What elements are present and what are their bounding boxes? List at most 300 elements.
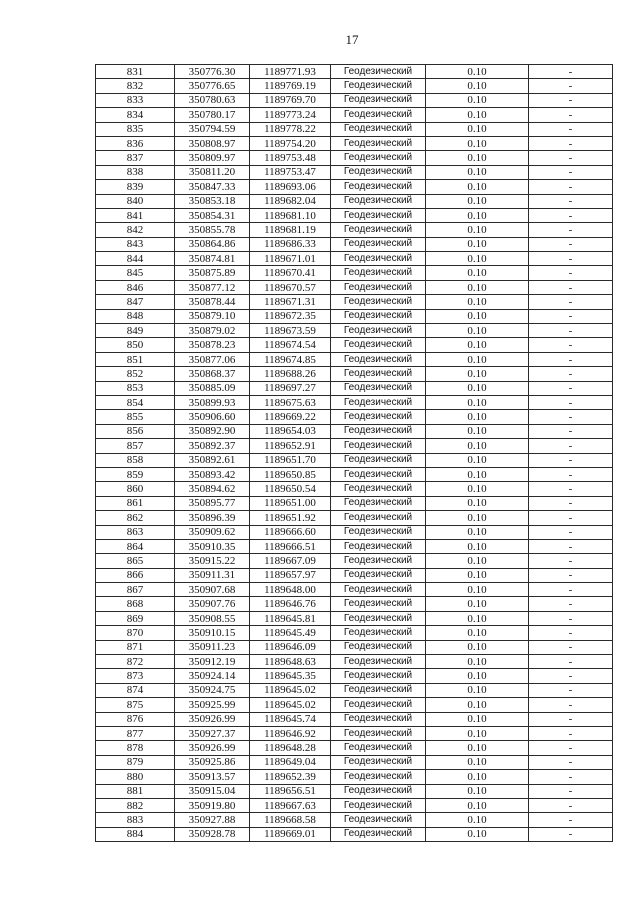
table-row <box>96 439 613 453</box>
note: - <box>529 683 613 697</box>
method: Геодезический <box>331 395 426 409</box>
coord-y: 1189646.92 <box>250 726 331 740</box>
coord-x: 350910.35 <box>175 539 250 553</box>
coord-y: 1189648.28 <box>250 741 331 755</box>
method: Геодезический <box>331 698 426 712</box>
note: - <box>529 122 613 136</box>
coord-y: 1189668.58 <box>250 813 331 827</box>
table-row <box>96 698 613 712</box>
accuracy: 0.10 <box>426 381 529 395</box>
point-number: 884 <box>96 827 175 841</box>
coord-y: 1189753.48 <box>250 151 331 165</box>
note: - <box>529 626 613 640</box>
point-number: 844 <box>96 252 175 266</box>
table-row <box>96 266 613 280</box>
coord-x: 350925.86 <box>175 755 250 769</box>
method: Геодезический <box>331 683 426 697</box>
note: - <box>529 266 613 280</box>
note: - <box>529 698 613 712</box>
coord-y: 1189671.01 <box>250 252 331 266</box>
point-number: 881 <box>96 784 175 798</box>
coord-y: 1189645.02 <box>250 683 331 697</box>
coord-x: 350794.59 <box>175 122 250 136</box>
coord-x: 350854.31 <box>175 208 250 222</box>
table-row <box>96 108 613 122</box>
method: Геодезический <box>331 784 426 798</box>
coord-y: 1189666.51 <box>250 539 331 553</box>
table-row <box>96 194 613 208</box>
coord-x: 350927.37 <box>175 726 250 740</box>
accuracy: 0.10 <box>426 410 529 424</box>
method: Геодезический <box>331 798 426 812</box>
point-number: 848 <box>96 309 175 323</box>
method: Геодезический <box>331 554 426 568</box>
note: - <box>529 79 613 93</box>
note: - <box>529 813 613 827</box>
table-row <box>96 352 613 366</box>
table-row <box>96 180 613 194</box>
accuracy: 0.10 <box>426 194 529 208</box>
coord-y: 1189666.60 <box>250 525 331 539</box>
table-row <box>96 79 613 93</box>
table-row <box>96 338 613 352</box>
point-number: 854 <box>96 395 175 409</box>
accuracy: 0.10 <box>426 669 529 683</box>
accuracy: 0.10 <box>426 726 529 740</box>
accuracy: 0.10 <box>426 626 529 640</box>
point-number: 840 <box>96 194 175 208</box>
method: Геодезический <box>331 511 426 525</box>
note: - <box>529 424 613 438</box>
accuracy: 0.10 <box>426 770 529 784</box>
method: Геодезический <box>331 381 426 395</box>
coord-y: 1189669.01 <box>250 827 331 841</box>
accuracy: 0.10 <box>426 223 529 237</box>
point-number: 849 <box>96 324 175 338</box>
coord-y: 1189672.35 <box>250 309 331 323</box>
point-number: 880 <box>96 770 175 784</box>
point-number: 836 <box>96 136 175 150</box>
note: - <box>529 237 613 251</box>
coord-x: 350855.78 <box>175 223 250 237</box>
accuracy: 0.10 <box>426 295 529 309</box>
coord-x: 350913.57 <box>175 770 250 784</box>
accuracy: 0.10 <box>426 784 529 798</box>
method: Геодезический <box>331 827 426 841</box>
point-number: 856 <box>96 424 175 438</box>
accuracy: 0.10 <box>426 798 529 812</box>
coord-y: 1189645.35 <box>250 669 331 683</box>
accuracy: 0.10 <box>426 352 529 366</box>
accuracy: 0.10 <box>426 496 529 510</box>
table-row <box>96 640 613 654</box>
coord-x: 350899.93 <box>175 395 250 409</box>
accuracy: 0.10 <box>426 655 529 669</box>
table-row <box>96 395 613 409</box>
table-row <box>96 453 613 467</box>
note: - <box>529 525 613 539</box>
table-row <box>96 65 613 79</box>
accuracy: 0.10 <box>426 482 529 496</box>
method: Геодезический <box>331 453 426 467</box>
table-row <box>96 381 613 395</box>
note: - <box>529 194 613 208</box>
point-number: 834 <box>96 108 175 122</box>
point-number: 868 <box>96 597 175 611</box>
accuracy: 0.10 <box>426 266 529 280</box>
point-number: 871 <box>96 640 175 654</box>
coord-x: 350875.89 <box>175 266 250 280</box>
note: - <box>529 180 613 194</box>
method: Геодезический <box>331 525 426 539</box>
coord-x: 350879.10 <box>175 309 250 323</box>
method: Геодезический <box>331 741 426 755</box>
coord-x: 350776.65 <box>175 79 250 93</box>
method: Геодезический <box>331 352 426 366</box>
point-number: 846 <box>96 280 175 294</box>
table-row <box>96 597 613 611</box>
coord-y: 1189769.19 <box>250 79 331 93</box>
point-number: 883 <box>96 813 175 827</box>
note: - <box>529 640 613 654</box>
table-row <box>96 813 613 827</box>
table-row <box>96 511 613 525</box>
table-row <box>96 568 613 582</box>
coord-y: 1189651.92 <box>250 511 331 525</box>
coord-x: 350909.62 <box>175 525 250 539</box>
coord-y: 1189688.26 <box>250 367 331 381</box>
method: Геодезический <box>331 367 426 381</box>
method: Геодезический <box>331 597 426 611</box>
coord-x: 350893.42 <box>175 467 250 481</box>
note: - <box>529 482 613 496</box>
point-number: 853 <box>96 381 175 395</box>
coord-x: 350911.23 <box>175 640 250 654</box>
point-number: 845 <box>96 266 175 280</box>
point-number: 876 <box>96 712 175 726</box>
point-number: 872 <box>96 655 175 669</box>
coord-y: 1189646.09 <box>250 640 331 654</box>
coord-y: 1189667.63 <box>250 798 331 812</box>
accuracy: 0.10 <box>426 108 529 122</box>
note: - <box>529 395 613 409</box>
coord-x: 350847.33 <box>175 180 250 194</box>
note: - <box>529 352 613 366</box>
table-row <box>96 165 613 179</box>
point-number: 842 <box>96 223 175 237</box>
accuracy: 0.10 <box>426 165 529 179</box>
point-number: 835 <box>96 122 175 136</box>
accuracy: 0.10 <box>426 583 529 597</box>
coord-y: 1189697.27 <box>250 381 331 395</box>
coord-x: 350874.81 <box>175 252 250 266</box>
coord-y: 1189674.54 <box>250 338 331 352</box>
point-number: 858 <box>96 453 175 467</box>
note: - <box>529 367 613 381</box>
coord-y: 1189646.76 <box>250 597 331 611</box>
table-row <box>96 741 613 755</box>
coord-x: 350808.97 <box>175 136 250 150</box>
accuracy: 0.10 <box>426 65 529 79</box>
coord-y: 1189675.63 <box>250 395 331 409</box>
method: Геодезический <box>331 151 426 165</box>
coord-y: 1189645.49 <box>250 626 331 640</box>
accuracy: 0.10 <box>426 79 529 93</box>
coord-x: 350919.80 <box>175 798 250 812</box>
coord-y: 1189671.31 <box>250 295 331 309</box>
point-number: 864 <box>96 539 175 553</box>
coord-x: 350928.78 <box>175 827 250 841</box>
accuracy: 0.10 <box>426 755 529 769</box>
note: - <box>529 136 613 150</box>
coord-y: 1189657.97 <box>250 568 331 582</box>
table-row <box>96 583 613 597</box>
method: Геодезический <box>331 496 426 510</box>
coord-x: 350911.31 <box>175 568 250 582</box>
note: - <box>529 108 613 122</box>
method: Геодезический <box>331 266 426 280</box>
coord-y: 1189771.93 <box>250 65 331 79</box>
note: - <box>529 280 613 294</box>
method: Геодезический <box>331 338 426 352</box>
coord-y: 1189670.57 <box>250 280 331 294</box>
table-row <box>96 237 613 251</box>
coord-x: 350877.06 <box>175 352 250 366</box>
method: Геодезический <box>331 108 426 122</box>
accuracy: 0.10 <box>426 640 529 654</box>
note: - <box>529 784 613 798</box>
coord-y: 1189651.00 <box>250 496 331 510</box>
note: - <box>529 539 613 553</box>
point-number: 860 <box>96 482 175 496</box>
coord-y: 1189656.51 <box>250 784 331 798</box>
method: Геодезический <box>331 669 426 683</box>
table-row <box>96 122 613 136</box>
coord-x: 350924.75 <box>175 683 250 697</box>
coord-x: 350896.39 <box>175 511 250 525</box>
point-number: 869 <box>96 611 175 625</box>
accuracy: 0.10 <box>426 525 529 539</box>
coord-y: 1189648.63 <box>250 655 331 669</box>
note: - <box>529 741 613 755</box>
method: Геодезический <box>331 467 426 481</box>
note: - <box>529 338 613 352</box>
coord-y: 1189681.10 <box>250 208 331 222</box>
note: - <box>529 496 613 510</box>
table-row <box>96 482 613 496</box>
method: Геодезический <box>331 136 426 150</box>
table-row <box>96 611 613 625</box>
coord-y: 1189654.03 <box>250 424 331 438</box>
point-number: 867 <box>96 583 175 597</box>
table-row <box>96 755 613 769</box>
accuracy: 0.10 <box>426 813 529 827</box>
note: - <box>529 798 613 812</box>
table-row <box>96 151 613 165</box>
note: - <box>529 583 613 597</box>
point-number: 839 <box>96 180 175 194</box>
note: - <box>529 439 613 453</box>
note: - <box>529 511 613 525</box>
coord-y: 1189674.85 <box>250 352 331 366</box>
accuracy: 0.10 <box>426 424 529 438</box>
table-row <box>96 324 613 338</box>
method: Геодезический <box>331 194 426 208</box>
coord-x: 350894.62 <box>175 482 250 496</box>
coord-x: 350907.68 <box>175 583 250 597</box>
table-row <box>96 539 613 553</box>
accuracy: 0.10 <box>426 280 529 294</box>
coord-x: 350924.14 <box>175 669 250 683</box>
coord-y: 1189652.91 <box>250 439 331 453</box>
table-row <box>96 683 613 697</box>
coord-x: 350811.20 <box>175 165 250 179</box>
coord-x: 350915.04 <box>175 784 250 798</box>
coord-x: 350927.88 <box>175 813 250 827</box>
coord-x: 350864.86 <box>175 237 250 251</box>
accuracy: 0.10 <box>426 252 529 266</box>
coord-x: 350925.99 <box>175 698 250 712</box>
coord-x: 350908.55 <box>175 611 250 625</box>
coord-y: 1189645.74 <box>250 712 331 726</box>
coord-x: 350809.97 <box>175 151 250 165</box>
note: - <box>529 827 613 841</box>
point-number: 852 <box>96 367 175 381</box>
point-number: 851 <box>96 352 175 366</box>
coord-y: 1189673.59 <box>250 324 331 338</box>
coord-y: 1189645.81 <box>250 611 331 625</box>
method: Геодезический <box>331 93 426 107</box>
table-row <box>96 309 613 323</box>
accuracy: 0.10 <box>426 122 529 136</box>
method: Геодезический <box>331 482 426 496</box>
table-row <box>96 798 613 812</box>
point-number: 838 <box>96 165 175 179</box>
table-row <box>96 208 613 222</box>
method: Геодезический <box>331 755 426 769</box>
accuracy: 0.10 <box>426 151 529 165</box>
note: - <box>529 223 613 237</box>
point-number: 877 <box>96 726 175 740</box>
coord-x: 350910.15 <box>175 626 250 640</box>
coord-x: 350879.02 <box>175 324 250 338</box>
table-row <box>96 827 613 841</box>
coord-y: 1189686.33 <box>250 237 331 251</box>
coord-y: 1189754.20 <box>250 136 331 150</box>
table-row <box>96 626 613 640</box>
coord-y: 1189670.41 <box>250 266 331 280</box>
point-number: 882 <box>96 798 175 812</box>
method: Геодезический <box>331 640 426 654</box>
coord-x: 350780.63 <box>175 93 250 107</box>
coord-y: 1189753.47 <box>250 165 331 179</box>
coord-x: 350892.61 <box>175 453 250 467</box>
point-number: 865 <box>96 554 175 568</box>
method: Геодезический <box>331 813 426 827</box>
table-row <box>96 424 613 438</box>
coord-y: 1189681.19 <box>250 223 331 237</box>
method: Геодезический <box>331 539 426 553</box>
method: Геодезический <box>331 611 426 625</box>
point-number: 874 <box>96 683 175 697</box>
note: - <box>529 755 613 769</box>
coord-y: 1189650.85 <box>250 467 331 481</box>
coord-x: 350907.76 <box>175 597 250 611</box>
method: Геодезический <box>331 770 426 784</box>
coord-x: 350878.23 <box>175 338 250 352</box>
point-number: 833 <box>96 93 175 107</box>
table-row <box>96 367 613 381</box>
table-row <box>96 252 613 266</box>
coord-y: 1189778.22 <box>250 122 331 136</box>
note: - <box>529 324 613 338</box>
method: Геодезический <box>331 223 426 237</box>
accuracy: 0.10 <box>426 93 529 107</box>
point-number: 831 <box>96 65 175 79</box>
method: Геодезический <box>331 439 426 453</box>
accuracy: 0.10 <box>426 338 529 352</box>
coord-y: 1189648.00 <box>250 583 331 597</box>
note: - <box>529 410 613 424</box>
table-row <box>96 712 613 726</box>
note: - <box>529 726 613 740</box>
accuracy: 0.10 <box>426 827 529 841</box>
table-row <box>96 496 613 510</box>
method: Геодезический <box>331 280 426 294</box>
table-row <box>96 93 613 107</box>
accuracy: 0.10 <box>426 611 529 625</box>
table-row <box>96 410 613 424</box>
method: Геодезический <box>331 79 426 93</box>
coord-x: 350912.19 <box>175 655 250 669</box>
point-number: 870 <box>96 626 175 640</box>
note: - <box>529 669 613 683</box>
method: Геодезический <box>331 65 426 79</box>
point-number: 857 <box>96 439 175 453</box>
point-number: 832 <box>96 79 175 93</box>
coord-y: 1189693.06 <box>250 180 331 194</box>
point-number: 843 <box>96 237 175 251</box>
point-number: 859 <box>96 467 175 481</box>
method: Геодезический <box>331 324 426 338</box>
method: Геодезический <box>331 295 426 309</box>
table-row <box>96 784 613 798</box>
note: - <box>529 453 613 467</box>
accuracy: 0.10 <box>426 741 529 755</box>
coord-y: 1189773.24 <box>250 108 331 122</box>
accuracy: 0.10 <box>426 439 529 453</box>
note: - <box>529 165 613 179</box>
accuracy: 0.10 <box>426 208 529 222</box>
coord-y: 1189769.70 <box>250 93 331 107</box>
method: Геодезический <box>331 237 426 251</box>
accuracy: 0.10 <box>426 511 529 525</box>
coord-x: 350926.99 <box>175 741 250 755</box>
method: Геодезический <box>331 568 426 582</box>
accuracy: 0.10 <box>426 237 529 251</box>
method: Геодезический <box>331 208 426 222</box>
coord-x: 350926.99 <box>175 712 250 726</box>
method: Геодезический <box>331 424 426 438</box>
method: Геодезический <box>331 583 426 597</box>
method: Геодезический <box>331 410 426 424</box>
coord-y: 1189652.39 <box>250 770 331 784</box>
note: - <box>529 65 613 79</box>
accuracy: 0.10 <box>426 395 529 409</box>
point-number: 873 <box>96 669 175 683</box>
accuracy: 0.10 <box>426 324 529 338</box>
point-number: 850 <box>96 338 175 352</box>
